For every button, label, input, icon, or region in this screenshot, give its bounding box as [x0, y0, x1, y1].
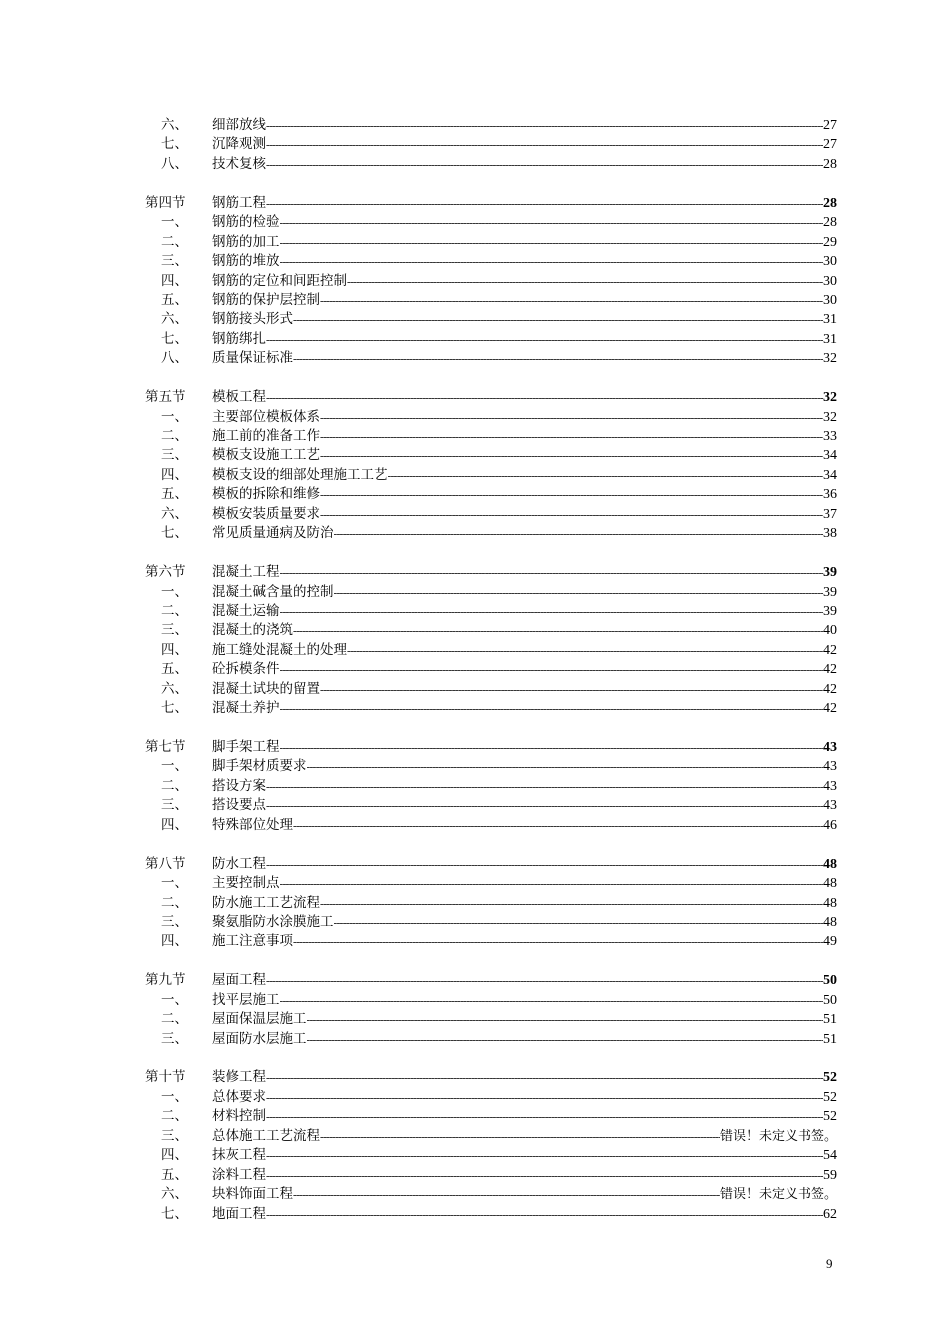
- toc-entry-page: 38: [823, 526, 837, 542]
- table-of-contents: [145, 116, 837, 1224]
- toc-entry[interactable]: [145, 408, 837, 427]
- toc-dot-leader: [293, 933, 823, 952]
- toc-dot-leader: [280, 603, 824, 622]
- toc-entry-title: 钢筋的加工: [212, 233, 280, 250]
- toc-dot-leader: [266, 117, 823, 136]
- toc-entry-title: 搭设要点: [212, 797, 266, 814]
- toc-section-entry[interactable]: [145, 855, 837, 874]
- toc-entry-title: 总体要求: [212, 1088, 266, 1105]
- toc-entry-page: 39: [823, 584, 837, 600]
- toc-entry-number: 二、: [161, 602, 188, 619]
- toc-spacer: [145, 835, 837, 854]
- toc-entry-title: 屋面工程: [212, 972, 266, 989]
- toc-entry-page: 28: [823, 215, 837, 231]
- toc-entry-title: 钢筋的堆放: [212, 253, 280, 270]
- toc-entry-title: 钢筋的定位和间距控制: [212, 272, 347, 289]
- toc-entry-page: 42: [823, 642, 837, 658]
- toc-entry[interactable]: [145, 427, 837, 446]
- toc-entry-page: 40: [823, 623, 837, 639]
- toc-dot-leader: [266, 1089, 823, 1108]
- toc-entry[interactable]: [145, 1146, 837, 1165]
- toc-dot-leader: [280, 253, 824, 272]
- toc-dot-leader: [388, 467, 824, 486]
- toc-entry-page: 51: [823, 1012, 837, 1028]
- toc-entry-page: 51: [823, 1031, 837, 1047]
- toc-dot-leader: [320, 895, 823, 914]
- toc-dot-leader: [280, 700, 824, 719]
- toc-entry-number: 第八节: [145, 855, 186, 872]
- toc-entry-title: 技术复核: [212, 155, 266, 172]
- toc-entry-page: 43: [823, 778, 837, 794]
- toc-entry-number: 六、: [161, 1186, 188, 1203]
- toc-dot-leader: [280, 875, 824, 894]
- toc-entry[interactable]: [145, 583, 837, 602]
- toc-entry-page: 42: [823, 701, 837, 717]
- toc-dot-leader: [320, 447, 823, 466]
- toc-dot-leader: [293, 622, 823, 641]
- toc-entry-page: 29: [823, 234, 837, 250]
- toc-entry-page: 31: [823, 312, 837, 328]
- toc-entry-number: 七、: [161, 1205, 188, 1222]
- toc-entry-title: 屋面防水层施工: [212, 1030, 307, 1047]
- toc-entry-number: 四、: [161, 272, 188, 289]
- toc-entry-page: 62: [823, 1206, 837, 1222]
- toc-entry-number: 一、: [161, 214, 188, 231]
- toc-entry-number: 五、: [161, 1166, 188, 1183]
- toc-entry-title: 钢筋工程: [212, 194, 266, 211]
- toc-entry-number: 一、: [161, 583, 188, 600]
- toc-entry[interactable]: [145, 155, 837, 174]
- toc-entry[interactable]: [145, 932, 837, 951]
- toc-entry-page: 48: [823, 876, 837, 892]
- toc-entry-title: 沉降观测: [212, 136, 266, 153]
- toc-dot-leader: [334, 914, 824, 933]
- toc-dot-leader: [266, 331, 823, 350]
- toc-entry[interactable]: [145, 272, 837, 291]
- toc-entry-page: 48: [823, 856, 837, 872]
- toc-entry[interactable]: [145, 485, 837, 504]
- toc-entry-page: 28: [823, 156, 837, 172]
- toc-dot-leader: [293, 1186, 720, 1205]
- toc-entry-number: 七、: [161, 330, 188, 347]
- toc-dot-leader: [280, 992, 824, 1011]
- toc-entry-title: 涂料工程: [212, 1166, 266, 1183]
- toc-entry-title: 模板安装质量要求: [212, 505, 320, 522]
- toc-entry-page: 36: [823, 487, 837, 503]
- toc-dot-leader: [266, 195, 823, 214]
- toc-dot-leader: [266, 797, 823, 816]
- toc-entry-title: 混凝土的浇筑: [212, 622, 293, 639]
- toc-section-entry[interactable]: [145, 388, 837, 407]
- toc-entry-number: 第四节: [145, 194, 186, 211]
- toc-dot-leader: [266, 389, 823, 408]
- toc-entry-page: 32: [823, 351, 837, 367]
- toc-entry-title: 材料控制: [212, 1108, 266, 1125]
- toc-entry-title: 搭设方案: [212, 777, 266, 794]
- toc-dot-leader: [266, 1069, 823, 1088]
- toc-entry-error-text: 错误！未定义书签。: [719, 1128, 837, 1144]
- toc-entry-title: 屋面保温层施工: [212, 1011, 307, 1028]
- toc-entry[interactable]: [145, 466, 837, 485]
- toc-entry[interactable]: [145, 1088, 837, 1107]
- toc-entry-title: 钢筋的检验: [212, 214, 280, 231]
- toc-entry-number: 四、: [161, 641, 188, 658]
- toc-entry-title: 混凝土运输: [212, 602, 280, 619]
- toc-entry[interactable]: [145, 874, 837, 893]
- toc-entry[interactable]: [145, 349, 837, 368]
- toc-entry-number: 八、: [161, 155, 188, 172]
- toc-entry-number: 第七节: [145, 739, 186, 755]
- toc-entry-title: 质量保证标准: [212, 350, 293, 367]
- toc-dot-leader: [320, 506, 823, 525]
- toc-entry-title: 混凝土养护: [212, 700, 280, 717]
- toc-dot-leader: [320, 681, 823, 700]
- toc-entry-title: 聚氨脂防水涂膜施工: [212, 913, 334, 930]
- toc-entry-number: 三、: [161, 1030, 188, 1047]
- toc-entry-title: 防水工程: [212, 855, 266, 872]
- toc-dot-leader: [293, 817, 823, 836]
- toc-entry[interactable]: [145, 777, 837, 796]
- toc-entry-page: 30: [823, 254, 837, 270]
- toc-entry[interactable]: [145, 1205, 837, 1224]
- toc-entry-title: 常见质量通病及防治: [212, 525, 334, 542]
- toc-spacer: [145, 174, 837, 193]
- toc-entry-page: 31: [823, 331, 837, 347]
- toc-entry-page: 42: [823, 681, 837, 697]
- toc-entry-page: 50: [823, 992, 837, 1008]
- toc-entry-page: 52: [823, 1070, 837, 1086]
- toc-entry-page: 39: [823, 565, 837, 581]
- toc-entry[interactable]: [145, 660, 837, 679]
- toc-entry-title: 找平层施工: [212, 991, 280, 1008]
- toc-entry-title: 地面工程: [212, 1205, 266, 1222]
- toc-entry[interactable]: [145, 641, 837, 660]
- toc-entry-error-text: 错误！未定义书签。: [719, 1187, 837, 1203]
- toc-entry-title: 细部放线: [212, 117, 266, 133]
- toc-spacer: [145, 952, 837, 971]
- toc-dot-leader: [334, 584, 824, 603]
- toc-entry-number: 三、: [161, 1127, 188, 1144]
- toc-entry[interactable]: [145, 213, 837, 232]
- toc-entry[interactable]: [145, 505, 837, 524]
- toc-entry-title: 钢筋的保护层控制: [212, 291, 320, 308]
- toc-entry-title: 混凝土工程: [212, 564, 280, 581]
- toc-dot-leader: [347, 273, 823, 292]
- toc-entry-title: 总体施工工艺流程: [212, 1127, 320, 1144]
- toc-entry-page: 46: [823, 817, 837, 833]
- toc-entry-number: 四、: [161, 466, 188, 483]
- toc-entry[interactable]: [145, 991, 837, 1010]
- toc-entry-number: 七、: [161, 136, 188, 153]
- toc-entry-page: 48: [823, 914, 837, 930]
- toc-entry-page: 27: [823, 137, 837, 153]
- toc-entry[interactable]: [145, 621, 837, 640]
- toc-entry-page: 33: [823, 429, 837, 444]
- toc-entry-number: 四、: [161, 816, 188, 833]
- toc-entry-title: 装修工程: [212, 1069, 266, 1086]
- toc-spacer: [145, 369, 837, 388]
- toc-entry-number: 二、: [161, 233, 188, 250]
- toc-dot-leader: [320, 428, 823, 447]
- toc-entry-number: 一、: [161, 408, 188, 425]
- toc-entry[interactable]: [145, 1010, 837, 1029]
- toc-entry-number: 第十节: [145, 1069, 186, 1086]
- page-number: 9: [826, 1256, 833, 1271]
- toc-entry-title: 施工前的准备工作: [212, 428, 320, 444]
- toc-dot-leader: [266, 1147, 823, 1166]
- toc-entry-title: 混凝土碱含量的控制: [212, 583, 334, 600]
- toc-section-entry[interactable]: [145, 1068, 837, 1087]
- toc-entry[interactable]: [145, 602, 837, 621]
- toc-entry-title: 施工注意事项: [212, 933, 293, 950]
- toc-dot-leader: [320, 409, 823, 428]
- toc-section-entry[interactable]: [145, 563, 837, 582]
- toc-entry-number: 四、: [161, 933, 188, 950]
- toc-entry[interactable]: [145, 894, 837, 913]
- toc-dot-leader: [266, 156, 823, 175]
- toc-dot-leader: [293, 350, 823, 369]
- toc-entry[interactable]: [145, 1107, 837, 1126]
- toc-dot-leader: [320, 1128, 720, 1147]
- toc-entry-title: 模板的拆除和维修: [212, 486, 320, 503]
- toc-entry-page: 37: [823, 506, 837, 522]
- toc-entry-number: 一、: [161, 1088, 188, 1105]
- toc-entry[interactable]: [145, 816, 837, 835]
- toc-entry-page: 39: [823, 603, 837, 619]
- toc-entry-page: 30: [823, 273, 837, 289]
- toc-dot-leader: [280, 661, 824, 680]
- toc-entry[interactable]: [145, 913, 837, 932]
- toc-entry[interactable]: [145, 135, 837, 154]
- toc-dot-leader: [266, 136, 823, 155]
- toc-dot-leader: [307, 1031, 824, 1050]
- toc-dot-leader: [266, 1167, 823, 1186]
- toc-section-entry[interactable]: [145, 738, 837, 757]
- toc-dot-leader: [280, 564, 824, 583]
- toc-entry-page: 34: [823, 467, 837, 483]
- toc-entry-number: 四、: [161, 1147, 188, 1164]
- toc-entry-title: 钢筋绑扎: [212, 330, 266, 347]
- toc-spacer: [145, 1049, 837, 1068]
- toc-dot-leader: [266, 1108, 823, 1127]
- toc-dot-leader: [266, 856, 823, 875]
- toc-dot-leader: [266, 1206, 823, 1225]
- toc-entry-title: 块料饰面工程: [212, 1186, 293, 1203]
- toc-entry-page: 52: [823, 1109, 837, 1125]
- toc-entry-number: 六、: [161, 505, 188, 522]
- toc-entry[interactable]: [145, 699, 837, 718]
- toc-entry[interactable]: [145, 1127, 837, 1146]
- toc-entry-page: 43: [823, 740, 837, 755]
- toc-entry-title: 砼拆模条件: [212, 661, 280, 678]
- toc-entry-number: 一、: [161, 991, 188, 1008]
- toc-entry-number: 三、: [161, 447, 188, 464]
- toc-entry-title: 脚手架工程: [212, 739, 280, 755]
- toc-entry-title: 模板工程: [212, 389, 266, 406]
- toc-section-entry[interactable]: [145, 194, 837, 213]
- toc-entry-page: 42: [823, 662, 837, 678]
- toc-entry-page: 43: [823, 759, 837, 775]
- toc-entry-title: 主要部位模板体系: [212, 408, 320, 425]
- toc-entry[interactable]: [145, 233, 837, 252]
- toc-entry-page: 49: [823, 934, 837, 950]
- toc-entry-page: 48: [823, 895, 837, 911]
- toc-entry-page: 54: [823, 1148, 837, 1164]
- toc-section-entry[interactable]: [145, 971, 837, 990]
- toc-dot-leader: [280, 739, 824, 758]
- toc-entry-number: 三、: [161, 913, 188, 930]
- toc-dot-leader: [307, 1011, 824, 1030]
- toc-entry[interactable]: [145, 796, 837, 815]
- toc-dot-leader: [307, 758, 824, 777]
- toc-entry-number: 七、: [161, 525, 188, 542]
- toc-entry-number: 六、: [161, 117, 188, 133]
- toc-entry-number: 二、: [161, 1011, 188, 1028]
- toc-entry-page: 28: [823, 195, 837, 211]
- toc-entry[interactable]: [145, 680, 837, 699]
- toc-entry[interactable]: [145, 1166, 837, 1185]
- toc-entry-page: 27: [823, 118, 837, 133]
- toc-entry[interactable]: [145, 1185, 837, 1204]
- toc-entry-title: 模板支设施工工艺: [212, 447, 320, 464]
- toc-dot-leader: [293, 311, 823, 330]
- toc-entry-number: 二、: [161, 1108, 188, 1125]
- toc-entry-page: 34: [823, 448, 837, 464]
- toc-entry-title: 脚手架材质要求: [212, 758, 307, 775]
- toc-dot-leader: [334, 525, 824, 544]
- toc-entry-number: 六、: [161, 311, 188, 328]
- toc-entry-title: 钢筋接头形式: [212, 311, 293, 328]
- toc-entry-page: 59: [823, 1167, 837, 1183]
- toc-entry-number: 三、: [161, 797, 188, 814]
- toc-entry[interactable]: [145, 330, 837, 349]
- toc-entry-number: 六、: [161, 680, 188, 697]
- toc-entry-number: 五、: [161, 486, 188, 503]
- toc-entry-title: 施工缝处混凝土的处理: [212, 641, 347, 658]
- toc-entry-number: 第九节: [145, 972, 186, 989]
- toc-entry-title: 抹灰工程: [212, 1147, 266, 1164]
- toc-entry[interactable]: [145, 757, 837, 776]
- toc-entry-number: 二、: [161, 428, 188, 444]
- toc-entry-number: 一、: [161, 758, 188, 775]
- toc-entry-title: 防水施工工艺流程: [212, 894, 320, 911]
- toc-entry-page: 32: [823, 409, 837, 425]
- toc-entry-page: 43: [823, 798, 837, 814]
- toc-spacer: [145, 719, 837, 738]
- toc-entry-number: 七、: [161, 700, 188, 717]
- toc-entry-number: 二、: [161, 894, 188, 911]
- toc-spacer: [145, 544, 837, 563]
- toc-dot-leader: [347, 642, 823, 661]
- toc-entry[interactable]: [145, 252, 837, 271]
- toc-dot-leader: [320, 486, 823, 505]
- toc-entry-title: 模板支设的细部处理施工工艺: [212, 466, 388, 483]
- toc-entry[interactable]: [145, 1030, 837, 1049]
- toc-entry[interactable]: [145, 310, 837, 329]
- toc-entry-page: 52: [823, 1089, 837, 1105]
- toc-entry-title: 混凝土试块的留置: [212, 680, 320, 697]
- toc-entry-page: 32: [823, 390, 837, 406]
- toc-entry-number: 八、: [161, 350, 188, 367]
- toc-entry-number: 三、: [161, 622, 188, 639]
- toc-entry-number: 第六节: [145, 564, 186, 581]
- toc-dot-leader: [266, 972, 823, 991]
- toc-entry-title: 主要控制点: [212, 875, 280, 892]
- toc-entry-number: 第五节: [145, 389, 186, 406]
- toc-entry-number: 二、: [161, 777, 188, 794]
- toc-entry[interactable]: [145, 446, 837, 465]
- toc-entry-number: 五、: [161, 661, 188, 678]
- toc-entry[interactable]: [145, 524, 837, 543]
- toc-dot-leader: [280, 214, 824, 233]
- toc-entry-page: 30: [823, 292, 837, 308]
- toc-dot-leader: [280, 234, 824, 253]
- toc-entry-number: 五、: [161, 291, 188, 308]
- toc-dot-leader: [266, 778, 823, 797]
- toc-entry-page: 50: [823, 973, 837, 989]
- toc-dot-leader: [320, 292, 823, 311]
- toc-entry[interactable]: [145, 291, 837, 310]
- toc-entry-number: 三、: [161, 253, 188, 270]
- toc-entry[interactable]: [145, 116, 837, 135]
- toc-entry-number: 一、: [161, 875, 188, 892]
- toc-entry-title: 特殊部位处理: [212, 816, 293, 833]
